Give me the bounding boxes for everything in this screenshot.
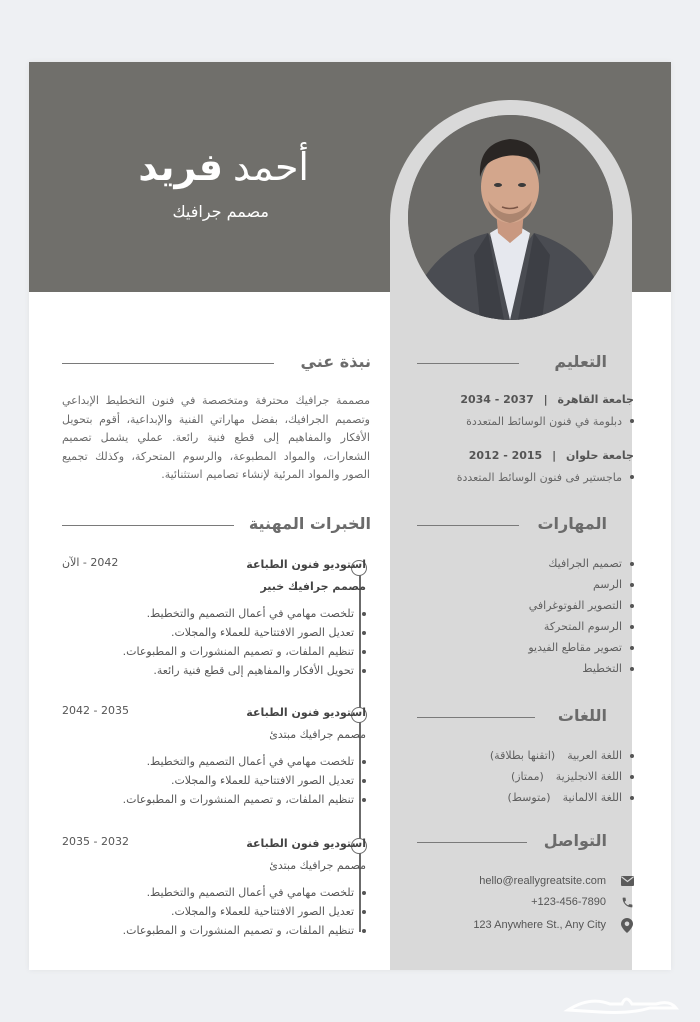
job-bullet	[123, 661, 366, 680]
contact-email[interactable]	[479, 870, 634, 892]
job-entry	[62, 558, 366, 688]
person-portrait-icon	[408, 115, 613, 320]
job-bullet	[123, 642, 366, 661]
bullet-text: تنظيم الملفات، و تصميم المنشورات و المطبوعات.	[122, 924, 354, 937]
contact-heading: التواصل	[543, 831, 607, 850]
haraj-watermark-logo	[560, 990, 680, 1016]
bullet-text: تلخصت مهامي في أعمال التصميم والتخطيط.	[146, 607, 354, 620]
job-dates-text: 2035 - 2032	[62, 835, 129, 848]
bullet-text: تلخصت مهامي في أعمال التصميم والتخطيط.	[146, 755, 354, 768]
education-head	[457, 445, 634, 467]
education-heading: التعليم	[554, 352, 607, 371]
bullet-dot	[630, 475, 634, 479]
resume-card	[29, 62, 671, 970]
bullet-dot	[630, 419, 634, 423]
bullet-dot	[362, 910, 366, 914]
job-bullet	[123, 604, 366, 623]
separator: |	[552, 449, 557, 462]
about-rule	[62, 363, 274, 364]
bullet-text: تعديل الصور الافتتاحية للعملاء والمجلات.	[170, 626, 354, 639]
bullet-text: تلخصت مهامي في أعمال التصميم والتخطيط.	[146, 886, 354, 899]
education-item	[460, 389, 634, 431]
job-bullet	[123, 623, 366, 642]
bullet-dot	[630, 667, 634, 671]
bullet-dot	[630, 604, 634, 608]
school-name: جامعة القاهرة	[557, 393, 634, 406]
job-role: مصمم جرافيك خبير	[260, 580, 366, 593]
job-bullet	[123, 752, 366, 771]
skill-text: الرسم	[592, 578, 622, 591]
skill-text: الرسوم المتحركة	[543, 620, 622, 633]
language-item	[490, 787, 634, 808]
experience-heading: الخبرات المهنية	[248, 514, 371, 533]
job-entry	[62, 706, 366, 816]
job-bullet	[123, 790, 366, 809]
bullet-dot	[362, 669, 366, 673]
job-dates	[62, 556, 118, 569]
bullet-dot	[362, 650, 366, 654]
bullet-dot	[362, 631, 366, 635]
language-name: اللغة العربية	[567, 749, 622, 762]
job-role: مصمم جرافيك مبتدئ	[269, 859, 366, 872]
education-rule	[417, 363, 519, 364]
job-title: مصمم جرافيك	[172, 202, 269, 221]
bullet-text: تنظيم الملفات، و تصميم المنشورات و المطبوعات.	[122, 645, 354, 658]
job-bullets	[123, 883, 366, 940]
job-bullet	[123, 883, 366, 902]
language-item	[490, 766, 634, 787]
phone-icon	[620, 895, 634, 909]
skill-text: التخطيط	[582, 662, 622, 675]
job-company: استوديو فنون الطباعة	[246, 558, 366, 571]
job-dates-text: 2042 - الآن	[62, 556, 119, 569]
bullet-dot	[362, 798, 366, 802]
about-heading: نبذة عني	[300, 352, 371, 371]
skill-text: التصوير الفوتوغرافي	[528, 599, 622, 612]
bullet-text: تنظيم الملفات، و تصميم المنشورات و المطبوعات.	[122, 793, 354, 806]
school-name: جامعة حلوان	[565, 449, 634, 462]
last-name: فريد	[138, 145, 224, 189]
bullet-dot	[362, 779, 366, 783]
bullet-dot	[630, 625, 634, 629]
bullet-dot	[630, 583, 634, 587]
experience-rule	[62, 525, 234, 526]
degree-item	[460, 411, 634, 431]
languages-list	[490, 745, 634, 808]
education-item	[457, 445, 634, 487]
job-company: استوديو فنون الطباعة	[246, 837, 366, 850]
skill-item	[528, 574, 634, 595]
bullet-dot	[362, 929, 366, 933]
phone-text[interactable]: +123-456-7890	[531, 896, 606, 908]
languages-rule	[417, 717, 535, 718]
profile-photo	[408, 115, 613, 320]
job-bullets	[123, 604, 366, 680]
skill-item	[528, 616, 634, 637]
first-name: أحمد	[233, 145, 309, 189]
job-bullet	[123, 771, 366, 790]
envelope-icon	[620, 874, 634, 888]
bullet-dot	[630, 562, 634, 566]
bullet-dot	[630, 754, 634, 758]
about-text: مصممة جرافيك محترفة ومتخصصة في فنون التخطيط الإبداعي وتصميم الجرافيك، بفضل مهاراتي الفنية والإبداعية، أقوم بتحويل الأفكار والمفاهيم إلى قطع فنية رائعة. عملي يشمل تصميم الشعارات، والمواد المطبوعة، والرسوم المتحركة، وكذلك تجميع الصور والمواد المرئية لإنشاء تصاميم استثنائية.	[62, 394, 370, 481]
job-dates	[62, 835, 129, 848]
contact-address	[473, 914, 634, 936]
skills-heading: المهارات	[537, 514, 607, 533]
skills-rule	[417, 525, 519, 526]
languages-heading: اللغات	[557, 706, 607, 725]
bullet-dot	[630, 775, 634, 779]
bullet-dot	[362, 760, 366, 764]
language-item	[490, 745, 634, 766]
skill-item	[528, 637, 634, 658]
job-role: مصمم جرافيك مبتدئ	[269, 728, 366, 741]
location-pin-icon	[620, 918, 634, 932]
degree-text: دبلومة في فنون الوسائط المتعددة	[466, 414, 622, 428]
bullet-dot	[630, 646, 634, 650]
job-entry	[62, 837, 366, 947]
language-level: (اتقنها بطلاقة)	[489, 749, 556, 762]
bullet-dot	[362, 612, 366, 616]
bullet-text: تعديل الصور الافتتاحية للعملاء والمجلات.	[170, 905, 354, 918]
education-head	[460, 389, 634, 411]
contact-rule	[417, 842, 527, 843]
job-company: استوديو فنون الطباعة	[246, 706, 366, 719]
bullet-dot	[630, 796, 634, 800]
language-level: (ممتاز)	[510, 770, 544, 783]
address-text: 123 Anywhere St., Any City	[473, 919, 606, 931]
separator: |	[543, 393, 548, 406]
job-bullets	[123, 752, 366, 809]
job-dates-text: 2042 - 2035	[62, 704, 129, 717]
school-years: 2012 - 2015	[468, 449, 543, 462]
contact-phone[interactable]	[531, 891, 634, 913]
job-bullet	[123, 902, 366, 921]
email-text[interactable]: hello@reallygreatsite.com	[479, 875, 606, 887]
skill-text: تصميم الجرافيك	[548, 557, 622, 570]
bullet-dot	[362, 891, 366, 895]
job-bullet	[123, 921, 366, 940]
bullet-text: تحويل الأفكار والمفاهيم إلى قطع فنية رائعة.	[153, 664, 354, 677]
language-level: (متوسط)	[507, 791, 551, 804]
language-name: اللغة الانجليزية	[555, 770, 622, 783]
school-years: 2034 - 2037	[460, 393, 534, 406]
job-dates	[62, 704, 129, 717]
skill-item	[528, 553, 634, 574]
skills-list	[528, 553, 634, 679]
full-name	[138, 144, 309, 190]
bullet-text: تعديل الصور الافتتاحية للعملاء والمجلات.	[170, 774, 354, 787]
skill-text: تصوير مقاطع الفيديو	[528, 641, 622, 654]
skill-item	[528, 595, 634, 616]
degree-text: ماجستير فى فنون الوسائط المتعددة	[456, 470, 622, 484]
language-name: اللغة الالمانية	[562, 791, 622, 804]
skill-item	[528, 658, 634, 679]
degree-item	[457, 467, 634, 487]
